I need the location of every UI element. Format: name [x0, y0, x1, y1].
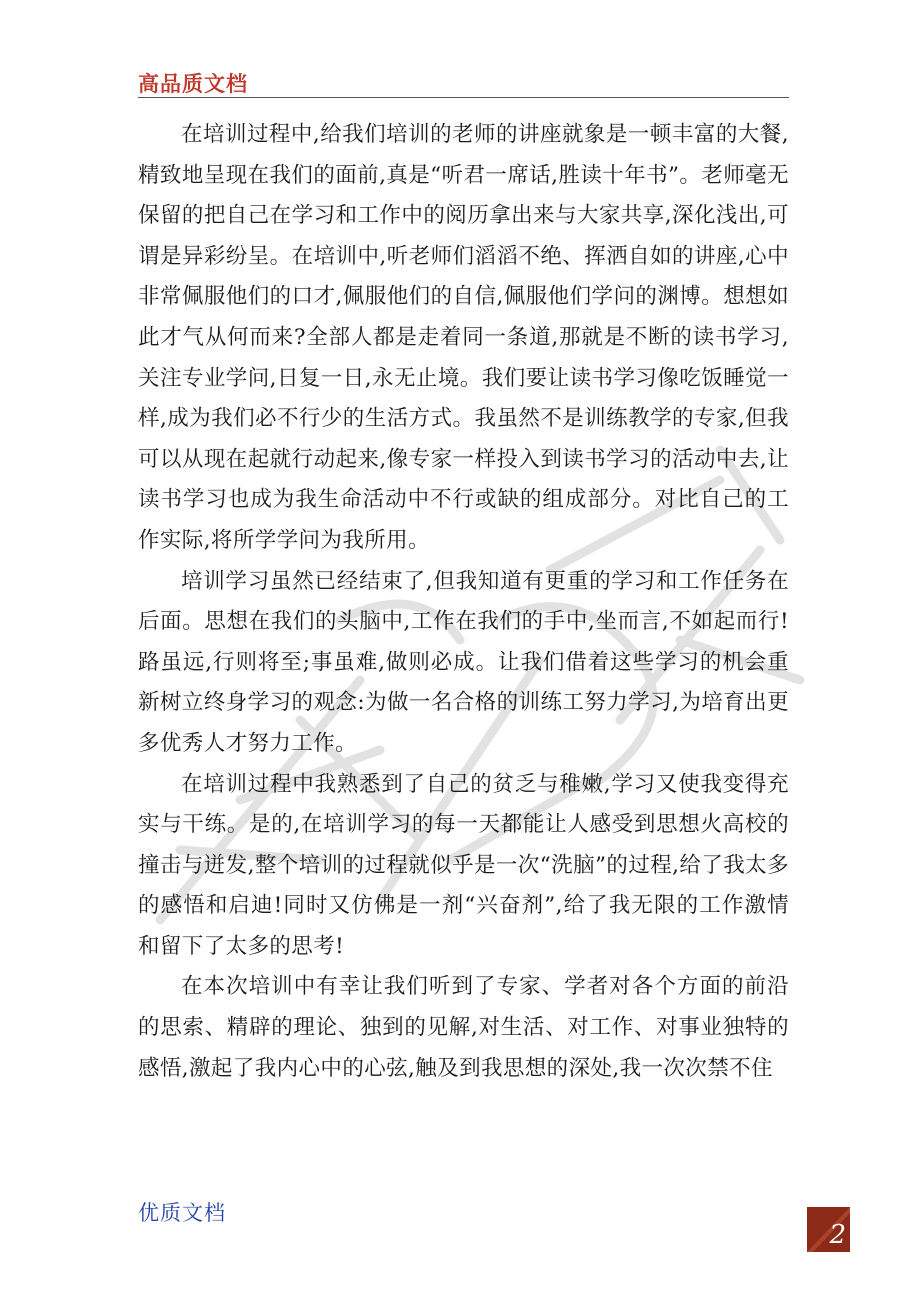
- footer-title: 优质文档: [138, 1201, 226, 1225]
- header-title: 高品质文档: [138, 72, 248, 96]
- document-body: [138, 115, 789, 1089]
- paragraph: 在培训过程中,给我们培训的老师的讲座就象是一顿丰富的大餐,精致地呈现在我们的面前,真是“听君一席话,胜读十年书”。老师毫无保留的把自己在学习和工作中的阅历拿出来与大家共享,深化浅出,可谓是异彩纷呈。在培训中,听老师们滔滔不绝、挥洒自如的讲座,心中非常佩服他们的口才,佩服他们的自信,佩服他们学问的渊博。想想如此才气从何而来?全部人都是走着同一条道,那就是不断的读书学习,关注专业学问,日复一日,永无止境。我们要让读书学习像吃饭睡觉一样,成为我们必不行少的生活方式。我虽然不是训练教学的专家,但我可以从现在起就行动起来,像专家一样投入到读书学习的活动中去,让读书学习也成为我生命活动中不行或缺的组成部分。对比自己的工作实际,将所学学问为我所用。: [138, 122, 789, 553]
- paragraph: 培训学习虽然已经结束了,但我知道有更重的学习和工作任务在后面。思想在我们的头脑中,工作在我们的手中,坐而言,不如起而行!路虽远,行则将至;事虽难,做则必成。让我们借着这些学习的机会重新树立终身学习的观念:为做一名合格的训练工努力学习,为培育出更多优秀人才努力工作。: [138, 568, 789, 756]
- paragraph: 在本次培训中有幸让我们听到了专家、学者对各个方面的前沿的思索、精辟的理论、独到的见解,对生活、对工作、对事业独特的感悟,激起了我内心中的心弦,触及到我思想的深处,我一次次禁不住: [138, 974, 789, 1081]
- paragraph: 在培训过程中我熟悉到了自己的贫乏与稚嫩,学习又使我变得充实与干练。是的,在培训学习的每一天都能让人感受到思想火高校的撞击与迸发,整个培训的过程就似乎是一次“洗脑”的过程,给了我太多的感悟和启迪!同时又仿佛是一剂“兴奋剂”,给了我无限的工作激情和留下了太多的思考!: [138, 771, 789, 959]
- header-divider: [138, 97, 789, 98]
- page-number: 2: [829, 1220, 846, 1250]
- page-number-badge: [807, 1207, 850, 1252]
